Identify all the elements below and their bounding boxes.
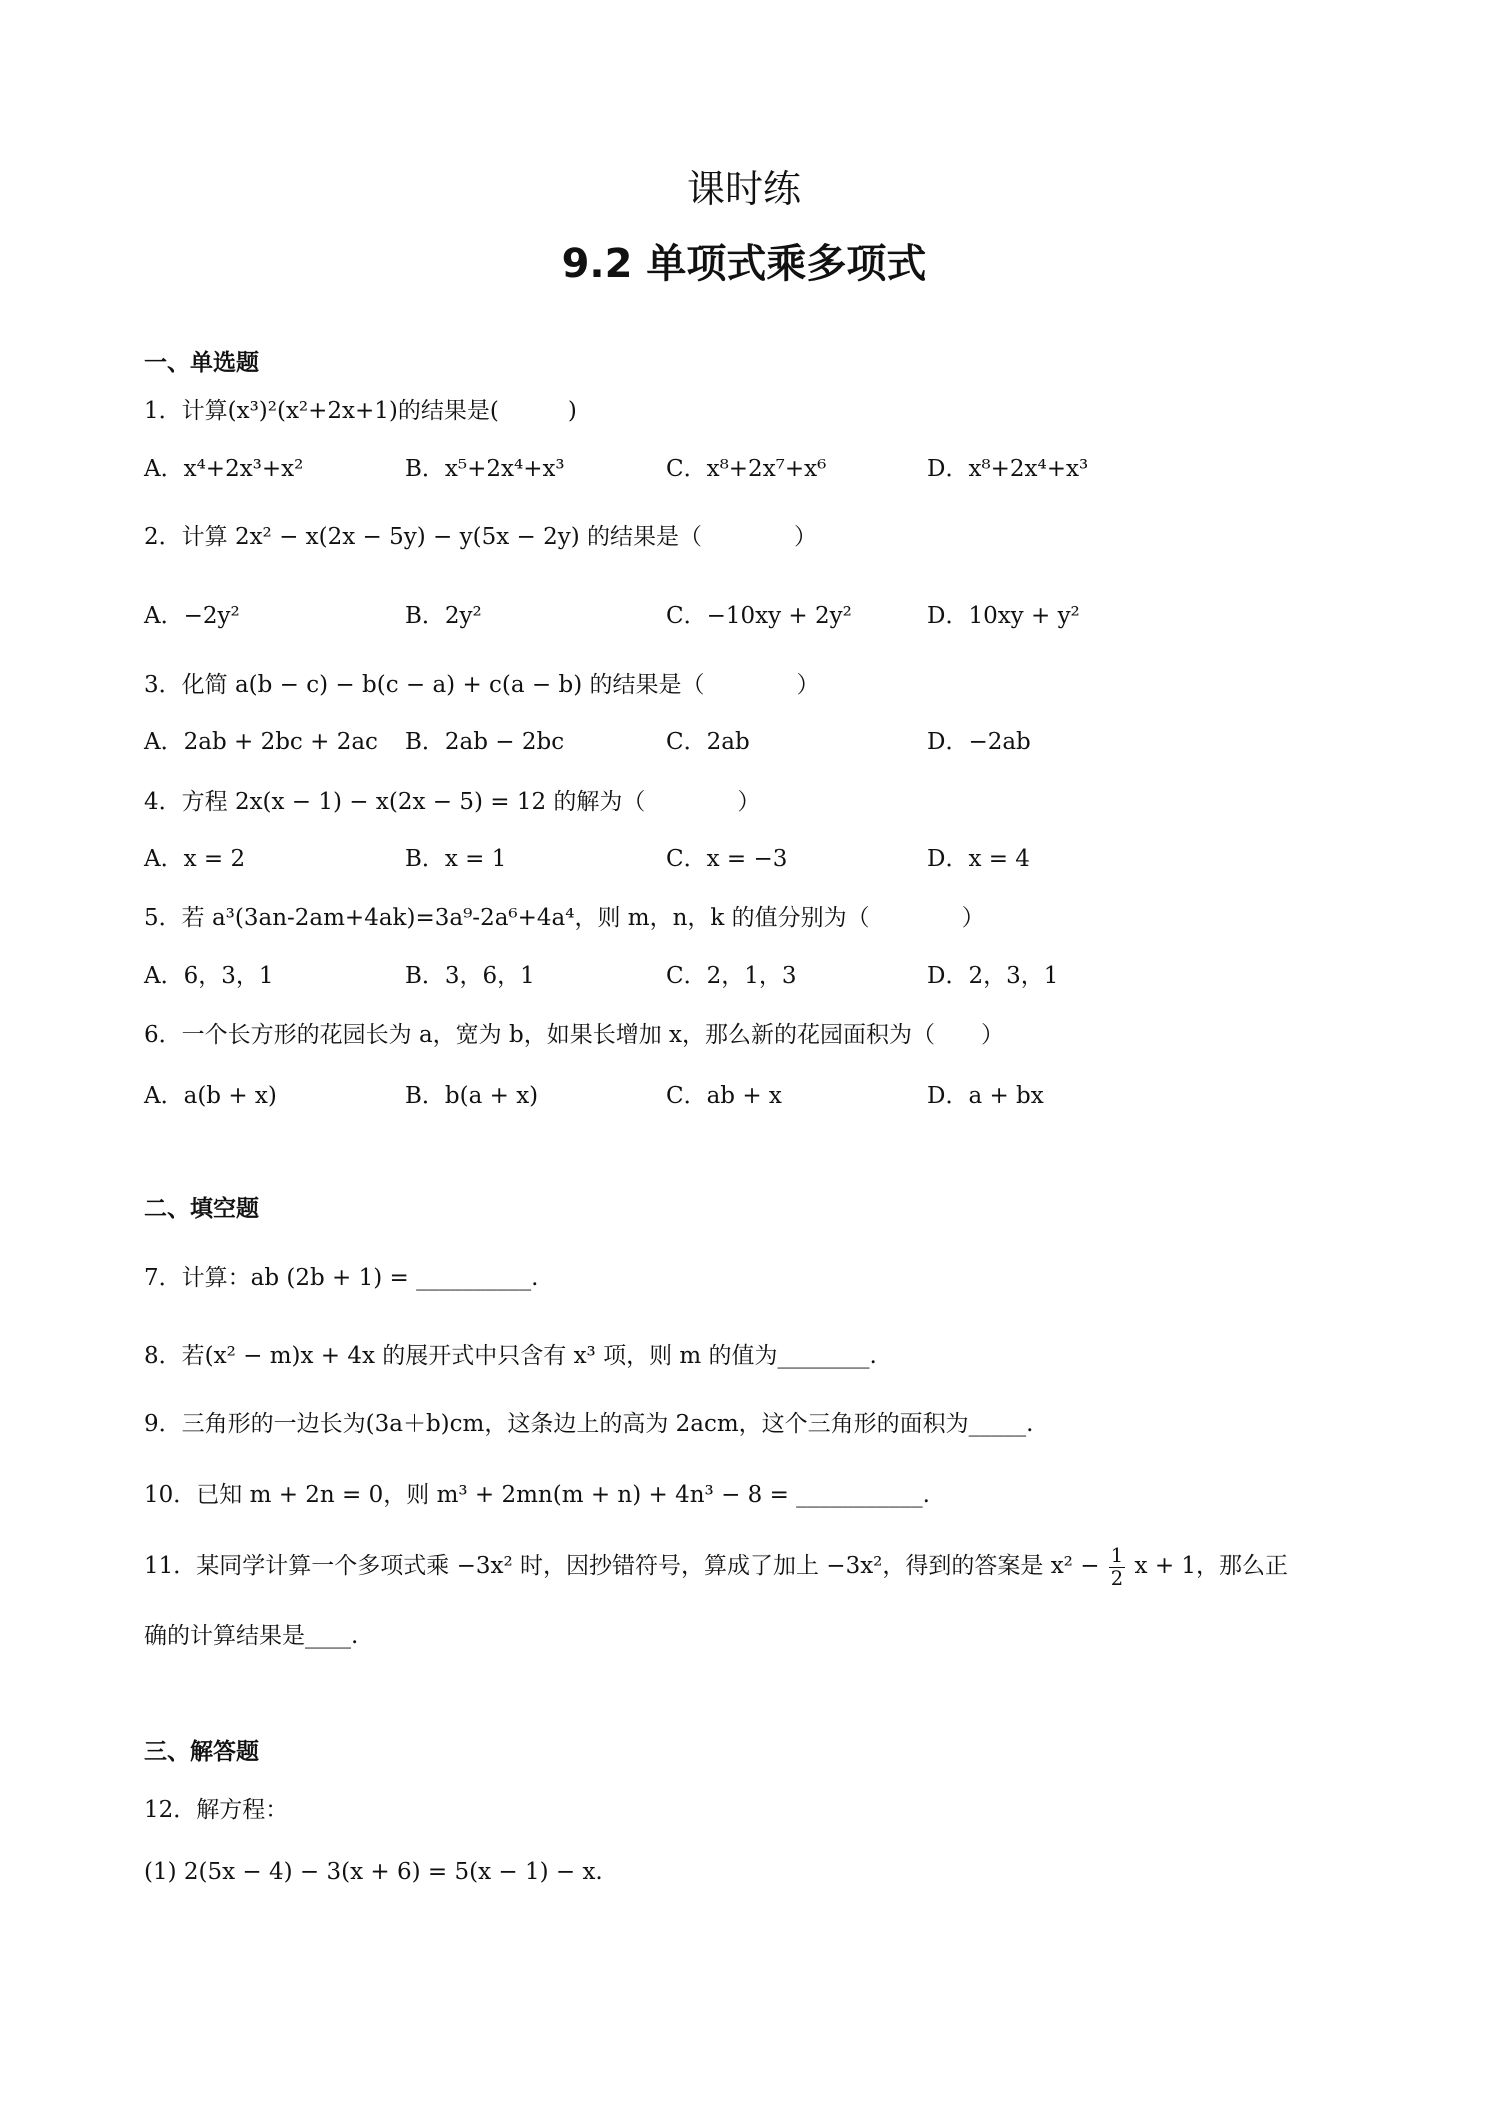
option-d: D．−2ab (927, 729, 1031, 755)
question-6: 6．一个长方形的花园长为 a，宽为 b，如果长增加 x，那么新的花园面积为（ ） (144, 1022, 1004, 1048)
section-heading-fill-blank: 二、填空题 (144, 1196, 259, 1222)
question-11-text-after: x + 1，那么正 (1134, 1553, 1289, 1579)
option-a: A．a(b + x) (144, 1083, 277, 1109)
question-9: 9．三角形的一边长为(3a＋b)cm，这条边上的高为 2acm，这个三角形的面积为_____. (144, 1411, 1034, 1437)
option-c: C．2ab (666, 729, 750, 755)
option-d: D．x = 4 (927, 846, 1030, 872)
option-b: B．2y² (405, 603, 482, 629)
question-1: 1．计算(x³)²(x²+2x+1)的结果是( ) (144, 398, 577, 424)
question-12-part-1: (1) 2(5x − 4) − 3(x + 6) = 5(x − 1) − x. (144, 1859, 603, 1885)
option-b: B．x⁵+2x⁴+x³ (405, 456, 565, 482)
option-a: A．−2y² (144, 603, 240, 629)
option-d: D．x⁸+2x⁴+x³ (927, 456, 1089, 482)
option-d: D．a + bx (927, 1083, 1044, 1109)
option-b: B．b(a + x) (405, 1083, 539, 1109)
option-c: C．−10xy + 2y² (666, 603, 852, 629)
question-8: 8．若(x² − m)x + 4x 的展开式中只含有 x³ 项，则 m 的值为________. (144, 1343, 877, 1369)
question-5: 5．若 a³(3an-2am+4ak)=3a⁹-2a⁶+4a⁴，则 m，n，k 的值分别为（ ） (144, 905, 985, 931)
page-title: 课时练 (686, 167, 801, 211)
question-11-text-before: 11．某同学计算一个多项式乘 −3x² 时，因抄错符号，算成了加上 −3x²，得到的答案是 x² − (144, 1553, 1100, 1579)
fraction-one-half (1109, 1545, 1125, 1589)
question-11-line-2: 确的计算结果是____. (144, 1623, 359, 1649)
option-a: A．6，3，1 (144, 963, 274, 989)
option-c: C．ab + x (666, 1083, 782, 1109)
question-12: 12．解方程： (144, 1797, 289, 1823)
option-a: A．x⁴+2x³+x² (144, 456, 304, 482)
question-7: 7．计算：ab (2b + 1) = __________. (144, 1265, 539, 1291)
question-10: 10．已知 m + 2n = 0，则 m³ + 2mn(m + n) + 4n³ − 8 = ___________. (144, 1482, 930, 1508)
option-d: D．2，3，1 (927, 963, 1059, 989)
option-a: A．2ab + 2bc + 2ac (144, 729, 378, 755)
question-11 (144, 1545, 1288, 1589)
section-heading-single-choice: 一、单选题 (144, 350, 259, 376)
question-4: 4．方程 2x(x − 1) − x(2x − 5) = 12 的解为（ ） (144, 789, 761, 815)
page-subtitle: 9.2 单项式乘多项式 (561, 241, 927, 287)
option-c: C．2，1，3 (666, 963, 797, 989)
question-2: 2．计算 2x² − x(2x − 5y) − y(5x − 2y) 的结果是（ ） (144, 524, 817, 550)
option-c: C．x⁸+2x⁷+x⁶ (666, 456, 827, 482)
fraction-numerator: 1 (1110, 1544, 1124, 1567)
option-b: B．2ab − 2bc (405, 729, 565, 755)
option-c: C．x = −3 (666, 846, 788, 872)
question-3: 3．化简 a(b − c) − b(c − a) + c(a − b) 的结果是（ ） (144, 672, 820, 698)
option-b: B．x = 1 (405, 846, 507, 872)
option-a: A．x = 2 (144, 846, 246, 872)
option-b: B．3，6，1 (405, 963, 535, 989)
fraction-denominator: 2 (1110, 1566, 1124, 1590)
option-d: D．10xy + y² (927, 603, 1080, 629)
section-heading-solve: 三、解答题 (144, 1739, 259, 1765)
